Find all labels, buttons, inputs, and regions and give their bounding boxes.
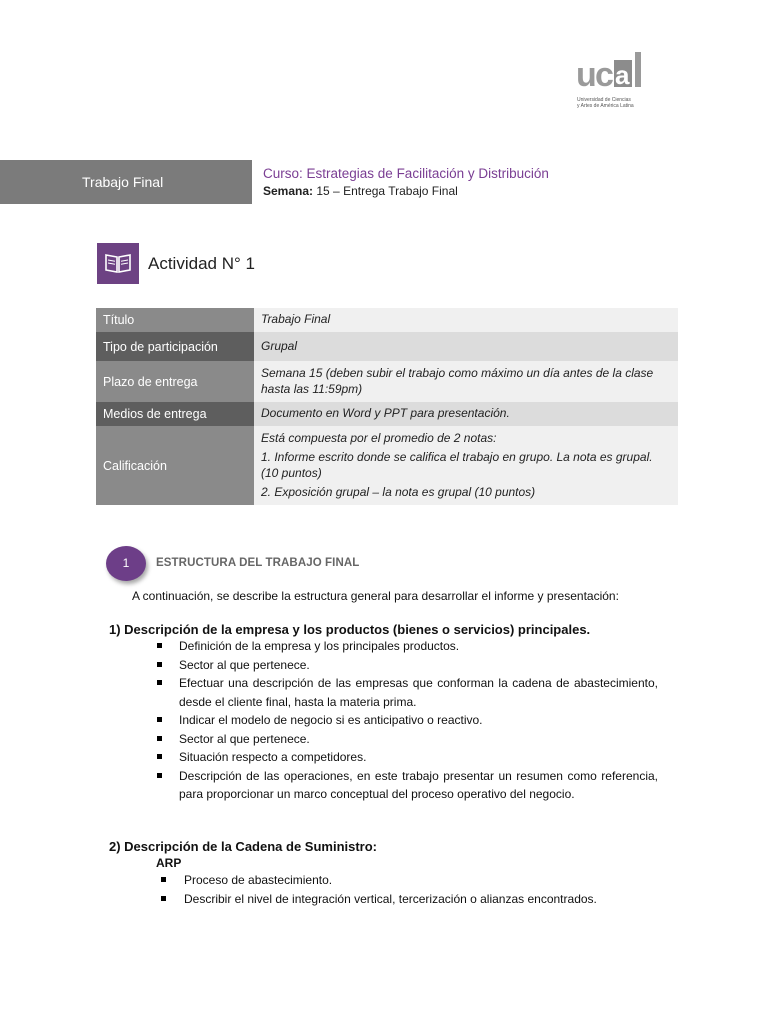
svg-text:a: a [615,60,630,90]
row-label: Calificación [96,426,254,505]
row-value [254,426,678,505]
list-item: Definición de la empresa y los principales productos. [153,637,658,656]
row-label: Medios de entrega [96,402,254,426]
grading-line: Está compuesta por el promedio de 2 notas: [261,431,497,445]
table-row [96,308,678,332]
list-item: Describir el nivel de integración vertical, tercerización o alianzas encontrados. [158,890,678,909]
table-row [96,332,678,361]
week-line [263,184,458,198]
list-item: Descripción de las operaciones, en este trabajo presentar un resumen como referencia, para proporcionar un marco conceptual del proceso operativo del negocio. [153,767,658,804]
university-logo [574,50,654,112]
row-value: Semana 15 (deben subir el trabajo como máximo un día antes de la clase hasta las 11:59pm) [254,361,678,402]
list-item: Efectuar una descripción de las empresas que conforman la cadena de abastecimiento, desde el cliente final, hasta la materia prima. [153,674,658,711]
row-label: Tipo de participación [96,332,254,361]
supply-chain-list [158,871,678,909]
row-value: Documento en Word y PPT para presentación. [254,402,678,426]
list-item: Situación respecto a competidores. [153,748,658,767]
section-number-badge: 1 [106,546,146,581]
subheading-arp: ARP [156,856,182,870]
list-item: Proceso de abastecimiento. [158,871,678,890]
week-label: Semana: [263,184,314,198]
table-row [96,361,678,402]
heading-supply-chain: 2) Descripción de la Cadena de Suministro: [109,839,378,854]
book-icon [97,243,139,284]
activity-info-table [96,308,678,505]
svg-text:c: c [595,56,612,94]
week-value: 15 – Entrega Trabajo Final [316,184,458,198]
row-label: Plazo de entrega [96,361,254,402]
svg-text:u: u [576,56,595,94]
course-title: Curso: Estrategias de Facilitación y Distribución [263,166,549,181]
list-item: Sector al que pertenece. [153,730,658,749]
grading-line: 2. Exposición grupal – la nota es grupal (10 puntos) [261,485,536,499]
table-row [96,426,678,505]
activity-title: Actividad N° 1 [148,254,255,273]
header-band [0,160,252,204]
ucal-logo-mark [574,50,652,94]
row-label: Título [96,308,254,332]
company-list [153,637,658,804]
grading-line: 1. Informe escrito donde se califica el trabajo en grupo. La nota es grupal. (10 puntos) [261,450,653,480]
row-value: Grupal [254,332,678,361]
section-title: ESTRUCTURA DEL TRABAJO FINAL [156,557,360,569]
list-item: Indicar el modelo de negocio si es anticipativo o reactivo. [153,711,658,730]
logo-subtitle: Universidad de Ciencias y Artes de América Latina [577,97,634,109]
heading-company: 1) Descripción de la empresa y los productos (bienes o servicios) principales. [109,622,591,637]
row-value: Trabajo Final [254,308,678,332]
header-band-label: Trabajo Final [82,174,164,190]
table-row [96,402,678,426]
section-intro: A continuación, se describe la estructura general para desarrollar el informe y presentación: [132,589,619,603]
list-item: Sector al que pertenece. [153,656,658,675]
